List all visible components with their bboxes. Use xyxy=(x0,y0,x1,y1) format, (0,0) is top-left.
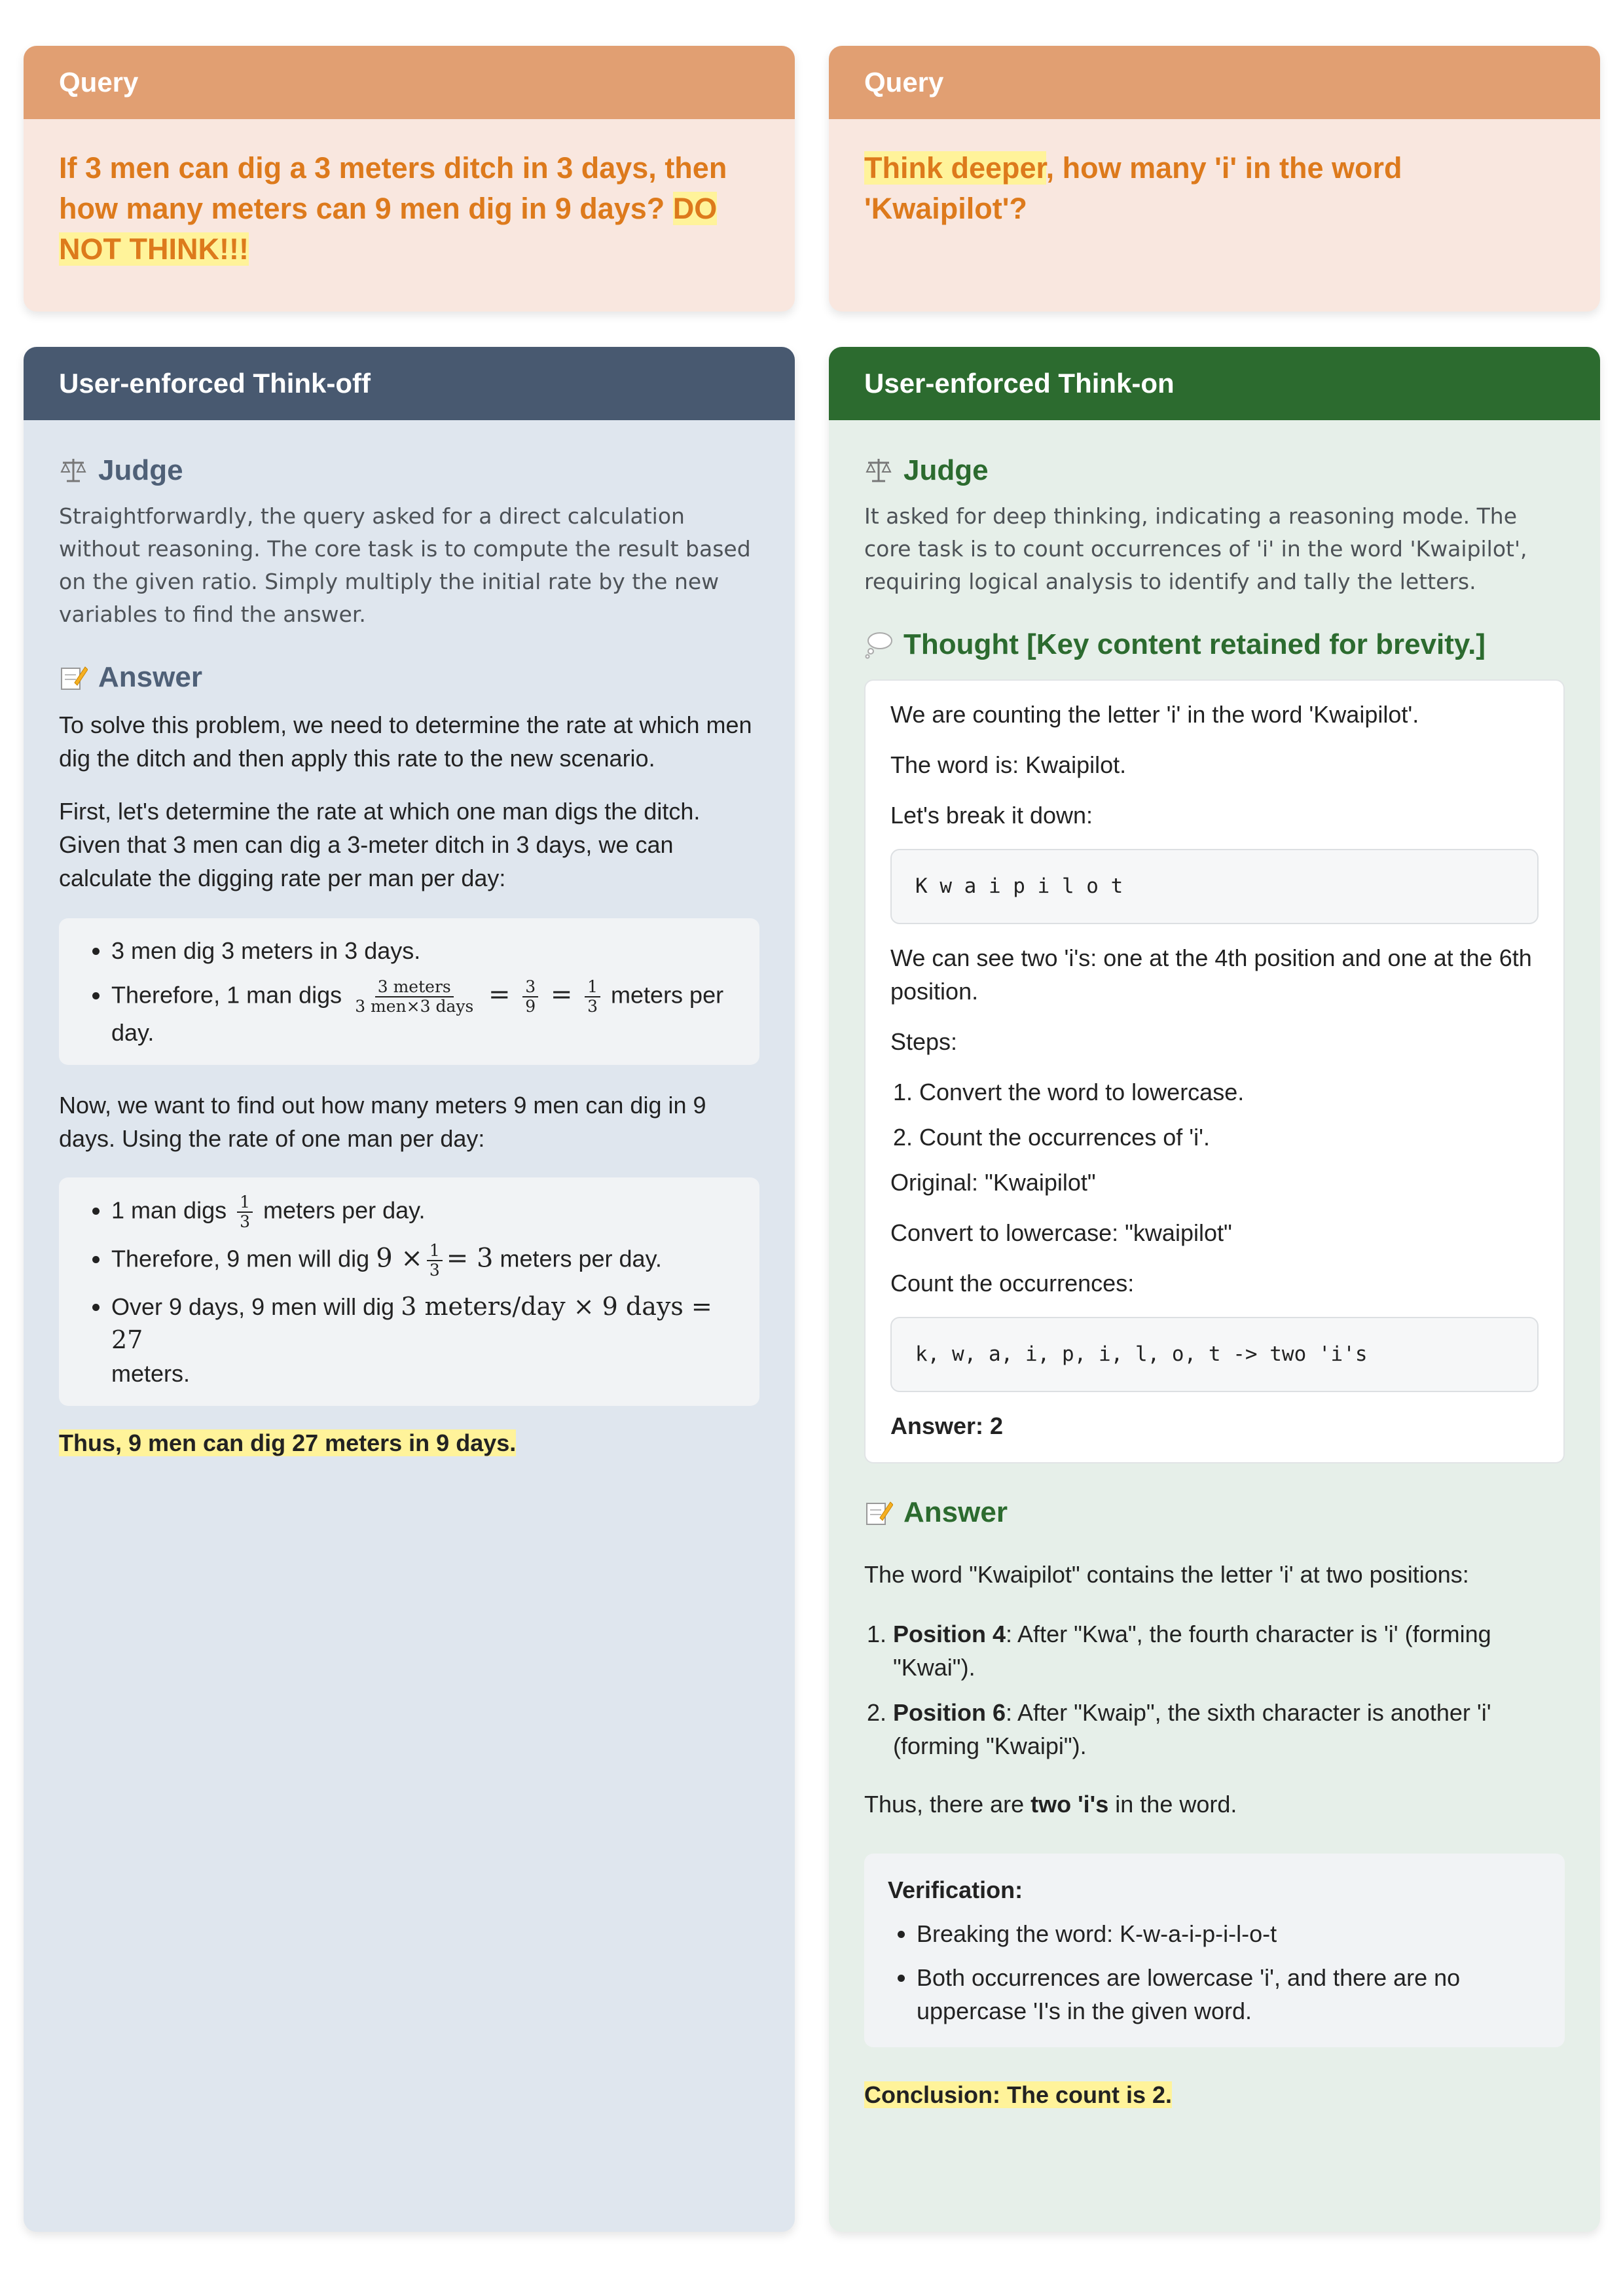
thought-answer: Answer: 2 xyxy=(890,1412,1004,1439)
list-item: • 1 man digs $\frac{1}{3}$ meters per day. xyxy=(111,1193,736,1231)
query-text xyxy=(864,148,1565,229)
memo-pencil-icon xyxy=(59,663,88,692)
thought-line: We are counting the letter 'i' in the word 'Kwaipilot'. xyxy=(890,701,1419,728)
query-text-main: If 3 men can dig a 3 meters ditch in 3 days, then how many meters can 9 men dig in 9 days? xyxy=(59,151,727,225)
balance-scale-icon xyxy=(59,456,88,485)
calc-box xyxy=(59,918,759,1065)
query-text-main: , how many 'i' in the word 'Kwaipilot'? xyxy=(864,151,1402,225)
verification-title: Verification: xyxy=(888,1876,1023,1903)
position-list xyxy=(864,1617,1565,1763)
answer-title-label: Answer xyxy=(98,661,202,693)
query-header-label: Query xyxy=(864,67,944,98)
fraction: $\frac{1}{3}$ xyxy=(585,978,600,1016)
query-header xyxy=(829,46,1600,119)
conclusion xyxy=(59,1429,759,1457)
answer-title xyxy=(864,1496,1565,1529)
answer-paragraph: To solve this problem, we need to determine the rate at which men dig the ditch and then apply this rate to the new scenario. xyxy=(59,711,752,772)
list-item: • Over 9 days, 9 men will dig 3 meters/day × 9 days = 27 meters. xyxy=(111,1290,736,1390)
thought-bubble-icon xyxy=(864,630,893,659)
step-item: 2. Count the occurrences of 'i'. xyxy=(919,1121,1539,1154)
thought-line: Convert to lowercase: "kwaipilot" xyxy=(890,1219,1232,1246)
judge-title xyxy=(864,454,1565,487)
thought-title-label: Thought [Key content retained for brevity.] xyxy=(903,628,1486,660)
list-item: • Therefore, 9 men will dig 9 × $\frac{1}{3}$ = 3 meters per day. xyxy=(111,1242,736,1280)
fraction: $\frac{\text{3 meters}}{\text{3 men×3 days}}$ xyxy=(355,977,474,1016)
judge-text: Straightforwardly, the query asked for a direct calculation without reasoning. The core task is to compute the result based on the given ratio. Simply multiply the initial rate by the new variables to find the answer. xyxy=(59,503,751,627)
list-item: • Breaking the word: K-w-a-i-p-i-l-o-t xyxy=(917,1917,1541,1950)
think-off-header-label: User-enforced Think-off xyxy=(59,368,371,399)
query-text-highlight: DO NOT THINK!!! xyxy=(59,192,718,266)
think-off-card xyxy=(24,347,795,2232)
thought-line: We can see two 'i's: one at the 4th position and one at the 6th position. xyxy=(890,944,1532,1005)
query-text-highlight: Think deeper xyxy=(864,151,1046,185)
query-header xyxy=(24,46,795,119)
answer-intro: The word "Kwaipilot" contains the letter 'i' at two positions: xyxy=(864,1561,1469,1588)
thought-box xyxy=(864,679,1565,1463)
thought-line: The word is: Kwaipilot. xyxy=(890,751,1127,778)
think-on-header xyxy=(829,347,1600,420)
query-header-label: Query xyxy=(59,67,139,98)
think-on-card xyxy=(829,347,1600,2232)
code-block: K w a i p i l o t xyxy=(890,849,1539,924)
list-item: • Both occurrences are lowercase 'i', and there are no uppercase 'I's in the given word. xyxy=(917,1961,1541,2028)
think-on-header-label: User-enforced Think-on xyxy=(864,368,1175,399)
thought-line: Let's break it down: xyxy=(890,802,1093,829)
judge-title xyxy=(59,454,759,487)
fraction: $\frac{1}{3}$ xyxy=(237,1193,253,1231)
query-text xyxy=(59,148,759,270)
balance-scale-icon xyxy=(864,456,893,485)
memo-pencil-icon xyxy=(864,1498,893,1527)
fraction: $\frac{3}{9}$ xyxy=(522,978,538,1016)
fraction: $\frac{1}{3}$ xyxy=(427,1242,443,1280)
query-card-right xyxy=(829,46,1600,312)
answer-title-label: Answer xyxy=(903,1496,1008,1528)
code-block: k, w, a, i, p, i, l, o, t -> two 'i's xyxy=(890,1317,1539,1392)
list-item: • Therefore, 1 man digs $\frac{\text{3 meters}}{\text{3 men×3 days}}$ = $\frac{3}{9}$ = $\frac{1}{3}$ meters per day. xyxy=(111,978,736,1049)
answer-summary: Thus, there are two 'i's in the word. xyxy=(864,1791,1237,1818)
answer-paragraph: Now, we want to find out how many meters 9 men can dig in 9 days. Using the rate of one man per day: xyxy=(59,1092,706,1152)
conclusion-text: Thus, 9 men can dig 27 meters in 9 days. xyxy=(59,1429,517,1456)
list-item: • 3 men dig 3 meters in 3 days. xyxy=(111,934,736,967)
judge-title-label: Judge xyxy=(98,454,183,486)
list-item: 1. Position 4: After "Kwa", the fourth character is 'i' (forming "Kwai"). xyxy=(893,1617,1565,1684)
think-off-header xyxy=(24,347,795,420)
query-card-left xyxy=(24,46,795,312)
thought-title xyxy=(864,628,1565,661)
thought-line: Steps: xyxy=(890,1028,958,1055)
verification-box xyxy=(864,1854,1565,2047)
conclusion xyxy=(864,2081,1565,2109)
calc-box xyxy=(59,1177,759,1406)
list-item: 2. Position 6: After "Kwaip", the sixth character is another 'i' (forming "Kwaipi"). xyxy=(893,1696,1565,1763)
answer-paragraph: First, let's determine the rate at which one man digs the ditch. Given that 3 men can dig a 3-meter ditch in 3 days, we can calculate the digging rate per man per day: xyxy=(59,798,701,891)
judge-text: It asked for deep thinking, indicating a reasoning mode. The core task is to count occurrences of 'i' in the word 'Kwaipilot', requiring logical analysis to identify and tally the letters. xyxy=(864,503,1527,594)
step-item: 1. Convert the word to lowercase. xyxy=(919,1075,1539,1109)
thought-line: Original: "Kwaipilot" xyxy=(890,1169,1096,1196)
answer-title xyxy=(59,661,759,694)
judge-title-label: Judge xyxy=(903,454,989,486)
conclusion-text: Conclusion: The count is 2. xyxy=(864,2081,1173,2108)
thought-line: Count the occurrences: xyxy=(890,1270,1135,1297)
